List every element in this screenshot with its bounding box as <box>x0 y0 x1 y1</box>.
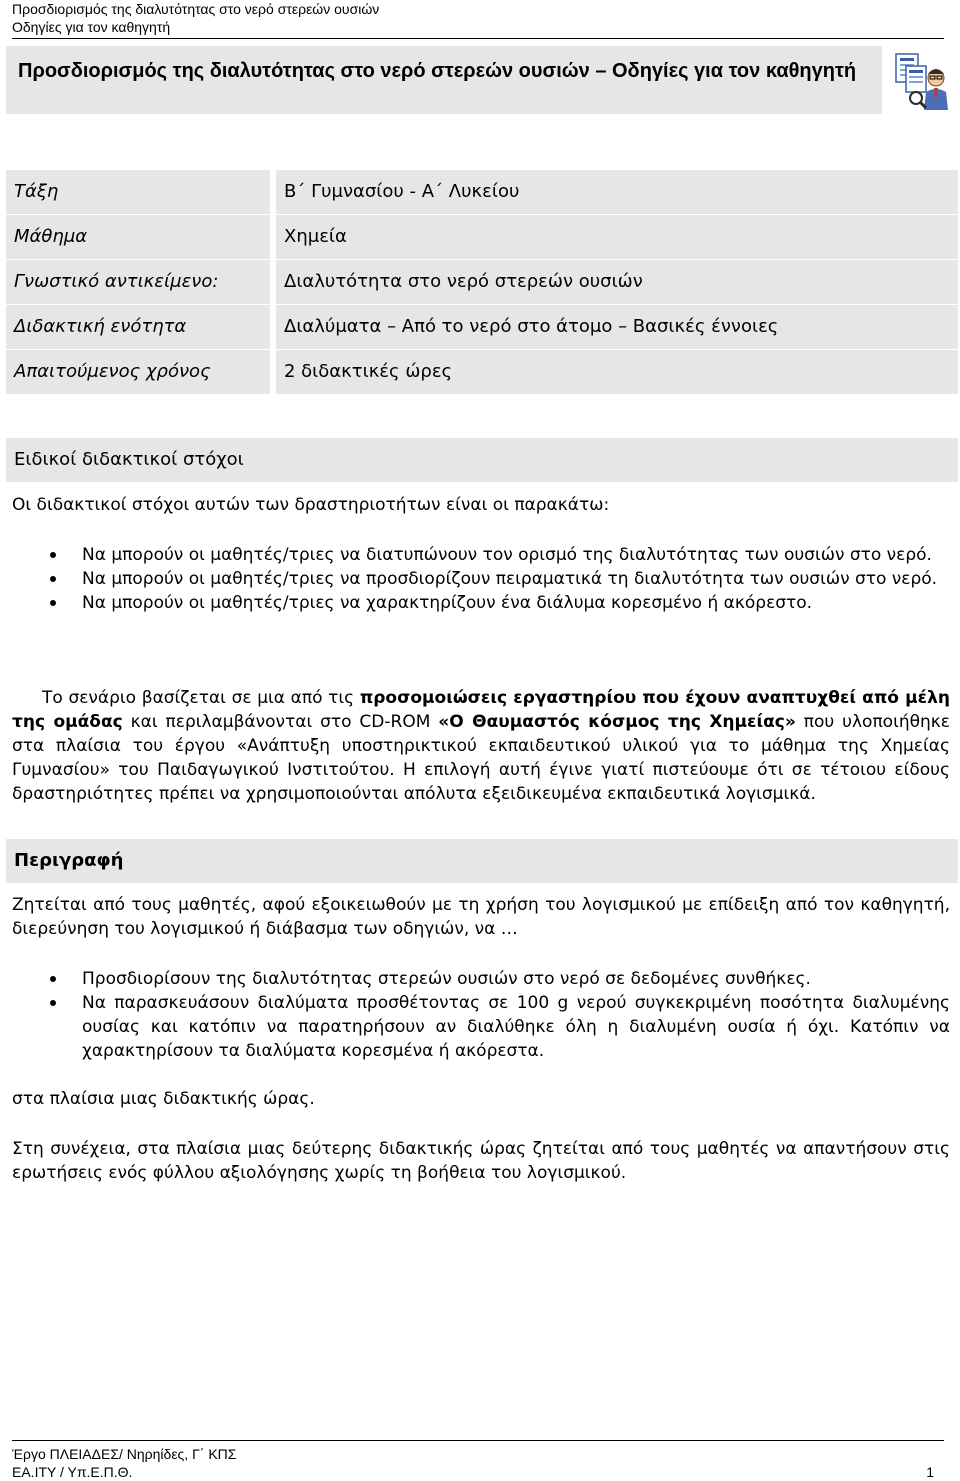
document-title: Προσδιορισμός της διαλυτότητας στο νερό στερεών ουσιών – Οδηγίες για τον καθηγητή <box>6 46 882 114</box>
description-item: Προσδιορίσουν της διαλυτότητας στερεών ουσιών στο νερό σε δεδομένες συνθήκες. <box>12 967 950 991</box>
objective-item: Να μπορούν οι μαθητές/τριες να προσδιορίζουν πειραματικά τη διαλυτότητα των ουσιών στο νερό. <box>12 567 950 591</box>
class-value: Β΄ Γυμνασίου - Α΄ Λυκείου <box>276 170 958 214</box>
footer-project: Έργο ΠΛΕΙΑΔΕΣ/ Νηρηίδες, Γ΄ ΚΠΣ <box>12 1446 237 1462</box>
running-header-subtitle: Οδηγίες για τον καθηγητή <box>12 19 171 35</box>
info-row-topic <box>6 260 958 304</box>
description-heading: Περιγραφή <box>6 839 958 883</box>
scenario-text-2: και περιλαμβάνονται στο CD-ROM <box>122 712 439 732</box>
scenario-text-3: που υλοποιήθηκε στα πλαίσια του έργου «Ανάπτυξη υποστηρικτικού εκπαιδευτικού υλικού για το μάθημα της Χημείας Γυμνασίου» του Παιδαγωγικού Ινστιτούτου. Η επιλογή αυτή έγινε γιατί πιστεύουμε ότι σε τέτοιου είδους δραστηριότητες πρέπει να χρησιμοποιούνται απόλυτα εξειδικευμένα εκπαιδευτικά λογισμικά. <box>12 712 950 804</box>
footer-org-line <box>12 1463 944 1481</box>
course-info-table <box>6 170 958 395</box>
objective-item: Να μπορούν οι μαθητές/τριες να διατυπώνουν τον ορισμό της διαλυτότητας των ουσιών στο νερό. <box>12 543 950 567</box>
objectives-list <box>12 543 950 615</box>
scenario-text-1: Το σενάριο βασίζεται σε μια από τις <box>42 688 360 708</box>
info-row-class <box>6 170 958 214</box>
teacher-guide-icon <box>892 52 952 112</box>
unit-value: Διαλύματα – Από το νερό στο άτομο – Βασικές έννοιες <box>276 305 958 349</box>
description-closing-1: στα πλαίσια μιας διδακτικής ώρας. <box>12 1089 315 1109</box>
description-intro: Ζητείται από τους μαθητές, αφού εξοικειωθούν με τη χρήση του λογισμικού με επίδειξη από τον καθηγητή, διερεύνηση του λογισμικού ή διάβασμα των οδηγιών, να … <box>12 895 950 939</box>
topic-label: Γνωστικό αντικείμενο: <box>6 260 270 304</box>
info-row-subject <box>6 215 958 259</box>
footer-org: ΕΑ.ΙΤΥ / Υπ.Ε.Π.Θ. <box>12 1464 133 1480</box>
scenario-paragraph <box>12 686 950 806</box>
time-label: Απαιτούμενος χρόνος <box>6 350 270 394</box>
running-header-title: Προσδιορισμός της διαλυτότητας στο νερό στερεών ουσιών <box>12 1 380 17</box>
time-value: 2 διδακτικές ώρες <box>276 350 958 394</box>
subject-label: Μάθημα <box>6 215 270 259</box>
page-number: 1 <box>926 1464 934 1480</box>
info-row-unit <box>6 305 958 349</box>
description-item: Να παρασκευάσουν διαλύματα προσθέτοντας σε 100 g νερού συγκεκριμένη ποσότητα διαλυμένης ουσίας και κατόπιν να παρατηρήσουν αν διαλύθηκε όλη η διαλυμένη ουσία ή όχι. Κατόπιν να χαρακτηρίσουν τα διαλύματα κορεσμένα ή ακόρεστα. <box>12 991 950 1063</box>
description-closing-2: Στη συνέχεια, στα πλαίσια μιας δεύτερης διδακτικής ώρας ζητείται από τους μαθητές να απαντήσουν στις ερωτήσεις ενός φύλλου αξιολόγησης χωρίς τη βοήθεια του λογισμικού. <box>12 1139 950 1183</box>
scenario-bold-1: προσομοιώσεις εργαστηρίου που έχουν αναπτυχθεί από μέλη της ομάδας <box>12 688 950 732</box>
subject-value: Χημεία <box>276 215 958 259</box>
page-footer <box>12 1440 944 1481</box>
running-header <box>12 0 944 39</box>
unit-label: Διδακτική ενότητα <box>6 305 270 349</box>
scenario-bold-2: «Ο Θαυμαστός κόσμος της Χημείας» <box>438 712 796 732</box>
class-label: Τάξη <box>6 170 270 214</box>
objectives-intro: Οι διδακτικοί στόχοι αυτών των δραστηριοτήτων είναι οι παρακάτω: <box>12 495 610 515</box>
objectives-heading: Ειδικοί διδακτικοί στόχοι <box>6 438 958 482</box>
topic-value: Διαλυτότητα στο νερό στερεών ουσιών <box>276 260 958 304</box>
info-row-time <box>6 350 958 394</box>
description-list <box>12 967 950 1063</box>
objective-item: Να μπορούν οι μαθητές/τριες να χαρακτηρίζουν ένα διάλυμα κορεσμένο ή ακόρεστο. <box>12 591 950 615</box>
